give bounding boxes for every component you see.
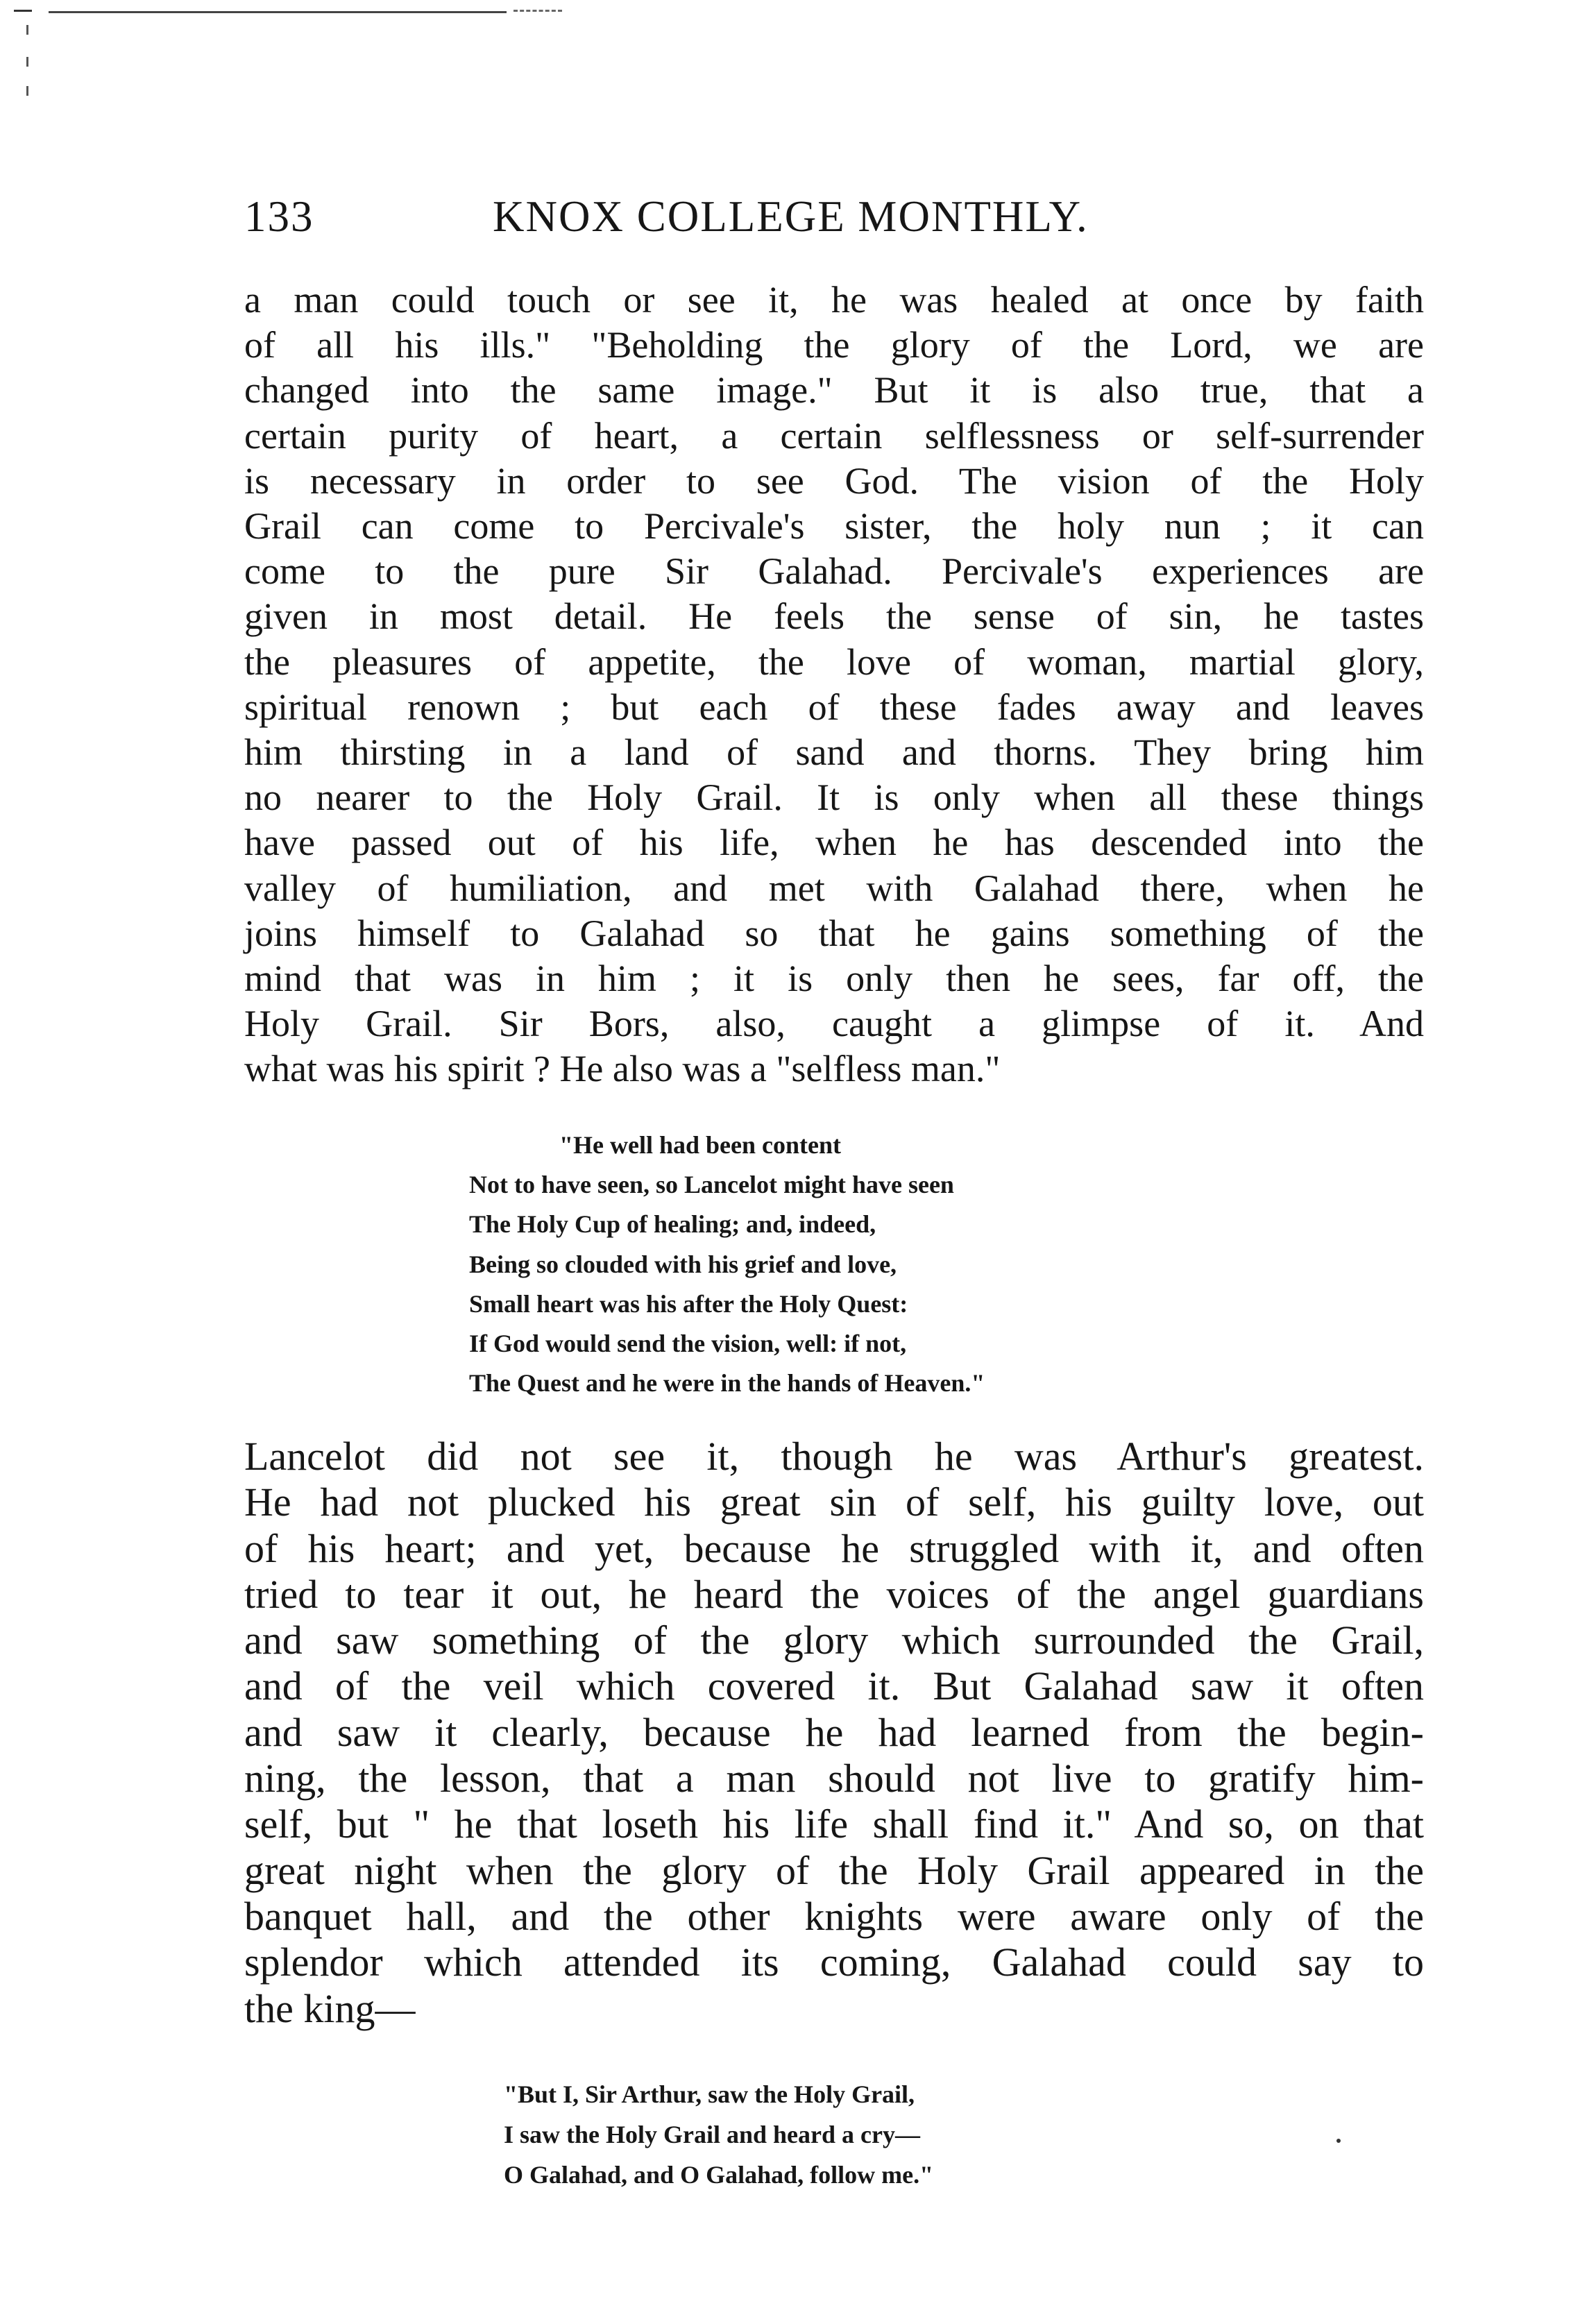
verse-line: Small heart was his after the Holy Quest: [469, 1289, 908, 1318]
text-line: and saw something of the glory which surrounded the Grail, [244, 1618, 1424, 1663]
text-line: self, but " he that loseth his life shall find it." And so, on that [244, 1801, 1424, 1847]
text-line: Holy Grail. Sir Bors, also, caught a glimpse of it. And [244, 1003, 1424, 1045]
text-line: Grail can come to Percivale's sister, the holy nun ; it can [244, 505, 1424, 548]
verse-line: "But I, Sir Arthur, saw the Holy Grail, [504, 2080, 915, 2108]
scan-artifact-dashes [513, 10, 562, 12]
text-line: mind that was in him ; it is only then he sees, far off, the [244, 958, 1424, 1000]
text-line: He had not plucked his great sin of self, his guilty love, out [244, 1479, 1424, 1525]
text-line: ning, the lesson, that a man should not live to gratify him- [244, 1756, 1424, 1801]
text-line: is necessary in order to see God. The vision of the Holy [244, 459, 1424, 502]
verse-quotation [504, 2074, 933, 2195]
margin-tick [26, 86, 28, 96]
ink-speck [1336, 2139, 1341, 2143]
text-line: him thirsting in a land of sand and thorns. They bring him [244, 731, 1424, 774]
text-line: a man could touch or see it, he was healed at once by faith [244, 279, 1424, 321]
text-line: of all his ills." "Beholding the glory of the Lord, we are [244, 324, 1424, 366]
verse-quotation [469, 1126, 985, 1403]
body-paragraph [244, 1434, 1424, 2032]
text-line: joins himself to Galahad so that he gains something of the [244, 912, 1424, 954]
verse-line: Not to have seen, so Lancelot might have seen [469, 1171, 954, 1199]
text-line: Lancelot did not see it, though he was Arthur's greatest. [244, 1434, 1424, 1479]
running-header [244, 189, 1424, 244]
text-line: the pleasures of appetite, the love of woman, martial glory, [244, 640, 1424, 683]
text-line: spiritual renown ; but each of these fades away and leaves [244, 686, 1424, 728]
text-line: great night when the glory of the Holy Grail appeared in the [244, 1847, 1424, 1893]
verse-line: If God would send the vision, well: if not, [469, 1330, 907, 1358]
text-line: no nearer to the Holy Grail. It is only when all these things [244, 777, 1424, 819]
text-line: what was his spirit ? He also was a "selfless man." [244, 1048, 1001, 1090]
text-line: the king— [244, 1985, 416, 2031]
text-line: have passed out of his life, when he has descended into the [244, 822, 1424, 864]
scan-artifact-rule [49, 11, 507, 13]
text-line: of his heart; and yet, because he struggled with it, and often [244, 1525, 1424, 1571]
verse-line: I saw the Holy Grail and heard a cry— [504, 2121, 920, 2148]
text-line: and saw it clearly, because he had learned from the begin- [244, 1709, 1424, 1755]
page-number: 133 [244, 192, 314, 241]
text-line: given in most detail. He feels the sense of sin, he tastes [244, 595, 1424, 638]
text-line: changed into the same image." But it is also true, that a [244, 369, 1424, 411]
verse-line: O Galahad, and O Galahad, follow me." [504, 2161, 934, 2189]
text-line: certain purity of heart, a certain selflessness or self-surrender [244, 414, 1424, 457]
body-paragraph [244, 278, 1424, 1092]
verse-line: Being so clouded with his grief and love, [469, 1250, 897, 1278]
text-line: come to the pure Sir Galahad. Percivale's experiences are [244, 550, 1424, 593]
text-line: and of the veil which covered it. But Galahad saw it often [244, 1663, 1424, 1709]
verse-line: The Quest and he were in the hands of Heaven." [469, 1369, 985, 1398]
text-line: valley of humiliation, and met with Galahad there, when he [244, 867, 1424, 909]
verse-line: "He well had been content [559, 1131, 841, 1159]
margin-tick [26, 57, 28, 67]
text-line: tried to tear it out, he heard the voices of the angel guardians [244, 1571, 1424, 1617]
verse-line: The Holy Cup of healing; and, indeed, [469, 1210, 876, 1239]
margin-tick [26, 25, 28, 35]
text-line: splendor which attended its coming, Galahad could say to [244, 1940, 1424, 1985]
scan-artifact-mark [14, 10, 32, 12]
running-title: KNOX COLLEGE MONTHLY. [493, 192, 1089, 241]
text-line: banquet hall, and the other knights were aware only of the [244, 1893, 1424, 1939]
